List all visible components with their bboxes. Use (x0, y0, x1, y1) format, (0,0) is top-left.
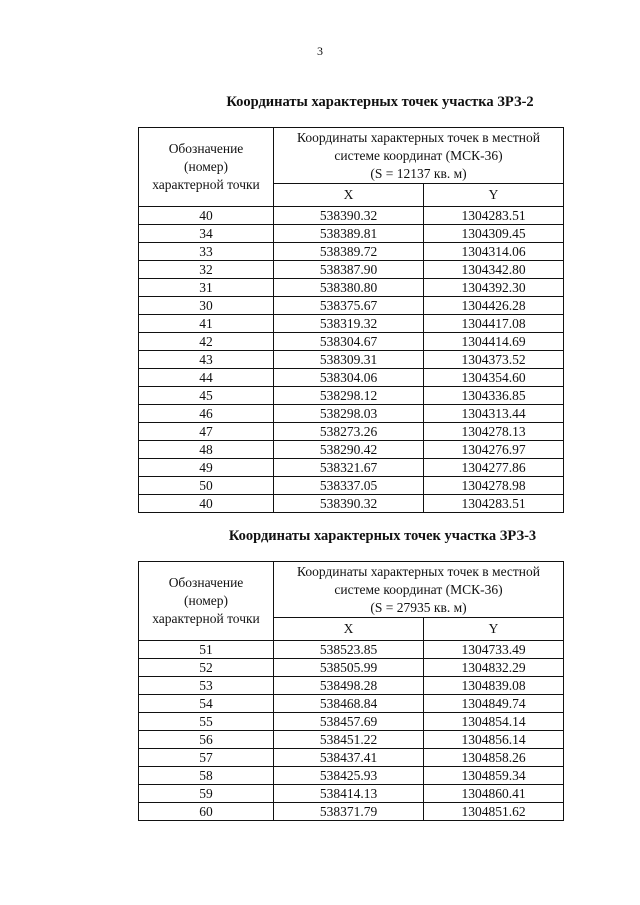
table-row (139, 297, 564, 315)
point-number-cell: 54 (139, 695, 274, 713)
table-row (139, 713, 564, 731)
table-row (139, 477, 564, 495)
y-coordinate-cell: 1304283.51 (424, 495, 564, 513)
x-coordinate-cell: 538414.13 (274, 785, 424, 803)
y-coordinate-cell: 1304854.14 (424, 713, 564, 731)
y-coordinate-cell: 1304342.80 (424, 261, 564, 279)
x-coordinate-cell: 538319.32 (274, 315, 424, 333)
table-row (139, 405, 564, 423)
table-row (139, 803, 564, 821)
y-coordinate-cell: 1304832.29 (424, 659, 564, 677)
coordinates-body-zrz-3 (139, 641, 564, 821)
table-row (139, 207, 564, 225)
table-row (139, 351, 564, 369)
point-number-cell: 43 (139, 351, 274, 369)
y-column-header: Y (424, 618, 564, 641)
x-coordinate-cell: 538298.12 (274, 387, 424, 405)
coordinates-body-zrz-2 (139, 207, 564, 513)
table-row (139, 279, 564, 297)
x-coordinate-cell: 538437.41 (274, 749, 424, 767)
point-number-cell: 44 (139, 369, 274, 387)
point-number-cell: 42 (139, 333, 274, 351)
x-coordinate-cell: 538337.05 (274, 477, 424, 495)
x-coordinate-cell: 538298.03 (274, 405, 424, 423)
y-coordinate-cell: 1304426.28 (424, 297, 564, 315)
point-number-cell: 40 (139, 495, 274, 513)
y-coordinate-cell: 1304354.60 (424, 369, 564, 387)
x-column-header: X (274, 184, 424, 207)
table-row (139, 695, 564, 713)
page-number: 3 (317, 44, 323, 58)
point-number-cell: 41 (139, 315, 274, 333)
x-coordinate-cell: 538390.32 (274, 495, 424, 513)
y-coordinate-cell: 1304414.69 (424, 333, 564, 351)
x-coordinate-cell: 538375.67 (274, 297, 424, 315)
y-coordinate-cell: 1304314.06 (424, 243, 564, 261)
y-coordinate-cell: 1304278.13 (424, 423, 564, 441)
point-number-cell: 49 (139, 459, 274, 477)
y-coordinate-cell: 1304278.98 (424, 477, 564, 495)
table-row (139, 333, 564, 351)
point-number-cell: 33 (139, 243, 274, 261)
y-coordinate-cell: 1304309.45 (424, 225, 564, 243)
coordinate-system-header: Координаты характерных точек в местной системе координат (МСК-36) (S = 27935 кв. м) (274, 562, 564, 618)
table-row (139, 387, 564, 405)
y-column-header: Y (424, 184, 564, 207)
table-row (139, 659, 564, 677)
y-coordinate-cell: 1304417.08 (424, 315, 564, 333)
x-coordinate-cell: 538523.85 (274, 641, 424, 659)
x-column-header: X (274, 618, 424, 641)
y-coordinate-cell: 1304336.85 (424, 387, 564, 405)
y-coordinate-cell: 1304373.52 (424, 351, 564, 369)
table-row (139, 785, 564, 803)
point-designation-header: Обозначение (номер) характерной точки (139, 128, 274, 207)
point-number-cell: 53 (139, 677, 274, 695)
x-coordinate-cell: 538389.81 (274, 225, 424, 243)
y-coordinate-cell: 1304856.14 (424, 731, 564, 749)
y-coordinate-cell: 1304849.74 (424, 695, 564, 713)
x-coordinate-cell: 538505.99 (274, 659, 424, 677)
y-coordinate-cell: 1304313.44 (424, 405, 564, 423)
point-number-cell: 50 (139, 477, 274, 495)
table-row (139, 731, 564, 749)
point-number-cell: 48 (139, 441, 274, 459)
x-coordinate-cell: 538451.22 (274, 731, 424, 749)
point-designation-header: Обозначение (номер) характерной точки (139, 562, 274, 641)
coordinates-table-zrz-3 (138, 561, 564, 821)
point-number-cell: 31 (139, 279, 274, 297)
table-row (139, 225, 564, 243)
point-number-cell: 57 (139, 749, 274, 767)
table-row (139, 677, 564, 695)
y-coordinate-cell: 1304733.49 (424, 641, 564, 659)
table-row (139, 767, 564, 785)
y-coordinate-cell: 1304276.97 (424, 441, 564, 459)
y-coordinate-cell: 1304392.30 (424, 279, 564, 297)
coordinate-system-header: Координаты характерных точек в местной системе координат (МСК-36) (S = 12137 кв. м) (274, 128, 564, 184)
y-coordinate-cell: 1304851.62 (424, 803, 564, 821)
coordinates-table-zrz-2 (138, 127, 564, 513)
point-number-cell: 51 (139, 641, 274, 659)
x-coordinate-cell: 538389.72 (274, 243, 424, 261)
x-coordinate-cell: 538309.31 (274, 351, 424, 369)
y-coordinate-cell: 1304277.86 (424, 459, 564, 477)
x-coordinate-cell: 538380.80 (274, 279, 424, 297)
point-number-cell: 34 (139, 225, 274, 243)
point-number-cell: 59 (139, 785, 274, 803)
y-coordinate-cell: 1304859.34 (424, 767, 564, 785)
point-number-cell: 40 (139, 207, 274, 225)
x-coordinate-cell: 538425.93 (274, 767, 424, 785)
x-coordinate-cell: 538321.67 (274, 459, 424, 477)
table-title-zrz-3: Координаты характерных точек участка ЗРЗ-3 (228, 528, 537, 544)
x-coordinate-cell: 538390.32 (274, 207, 424, 225)
point-number-cell: 30 (139, 297, 274, 315)
table-row (139, 641, 564, 659)
x-coordinate-cell: 538371.79 (274, 803, 424, 821)
x-coordinate-cell: 538457.69 (274, 713, 424, 731)
y-coordinate-cell: 1304858.26 (424, 749, 564, 767)
point-number-cell: 56 (139, 731, 274, 749)
table-row (139, 495, 564, 513)
x-coordinate-cell: 538468.84 (274, 695, 424, 713)
x-coordinate-cell: 538273.26 (274, 423, 424, 441)
table-row (139, 369, 564, 387)
x-coordinate-cell: 538304.06 (274, 369, 424, 387)
x-coordinate-cell: 538498.28 (274, 677, 424, 695)
y-coordinate-cell: 1304283.51 (424, 207, 564, 225)
point-number-cell: 60 (139, 803, 274, 821)
table-row (139, 261, 564, 279)
point-number-cell: 58 (139, 767, 274, 785)
x-coordinate-cell: 538290.42 (274, 441, 424, 459)
table-row (139, 423, 564, 441)
point-number-cell: 45 (139, 387, 274, 405)
table-row (139, 243, 564, 261)
x-coordinate-cell: 538304.67 (274, 333, 424, 351)
table-title-zrz-2: Координаты характерных точек участка ЗРЗ-2 (226, 94, 534, 110)
x-coordinate-cell: 538387.90 (274, 261, 424, 279)
point-number-cell: 55 (139, 713, 274, 731)
y-coordinate-cell: 1304839.08 (424, 677, 564, 695)
point-number-cell: 46 (139, 405, 274, 423)
table-row (139, 441, 564, 459)
point-number-cell: 32 (139, 261, 274, 279)
table-row (139, 459, 564, 477)
y-coordinate-cell: 1304860.41 (424, 785, 564, 803)
table-row (139, 315, 564, 333)
point-number-cell: 47 (139, 423, 274, 441)
point-number-cell: 52 (139, 659, 274, 677)
table-row (139, 749, 564, 767)
